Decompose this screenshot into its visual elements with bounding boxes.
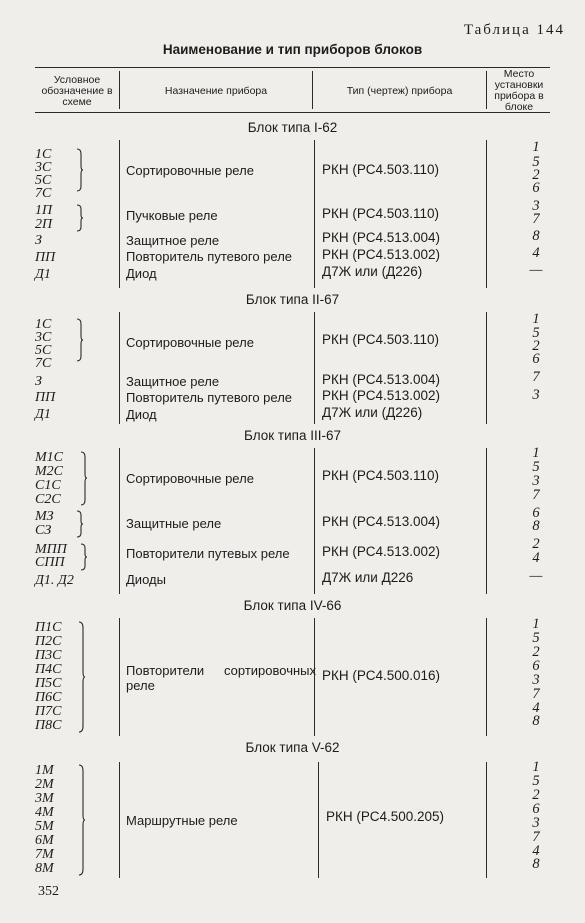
designation: С2С — [35, 492, 61, 507]
purpose-text: Защитные реле — [126, 516, 222, 531]
column-divider — [318, 762, 319, 878]
type-text: РКН (РС4.513.004) — [322, 372, 441, 387]
purpose-text: Пучковые реле — [126, 208, 218, 223]
type-text: РКН (РС4.500.205) — [326, 809, 445, 824]
place-number: 3 — [532, 672, 540, 688]
block-title: Блок типа III-67 — [244, 428, 341, 443]
group-brace — [80, 543, 87, 571]
place-number: 2 — [532, 167, 540, 183]
place-number: — — [529, 262, 543, 278]
designation: П1С — [35, 620, 62, 635]
designation: 2П — [35, 217, 53, 232]
designation: ПП — [35, 250, 56, 265]
column-divider — [314, 448, 315, 594]
column-divider — [119, 140, 120, 288]
designation: 7C — [35, 356, 52, 371]
group-brace — [76, 510, 83, 538]
place-number: 7 — [532, 686, 540, 702]
designation: СПП — [35, 555, 65, 570]
designation: М2С — [35, 464, 63, 479]
designation: Д1. Д2 — [35, 573, 74, 588]
purpose-text: Сортировочные реле — [126, 163, 254, 178]
designation: 1C — [35, 147, 52, 162]
place-number: 8 — [532, 228, 540, 244]
table-number: Таблица 144 — [463, 22, 565, 38]
designation: 7C — [35, 186, 52, 201]
designation: ПП — [35, 390, 56, 405]
purpose-text: Защитное реле — [126, 233, 220, 248]
designation: 4М — [35, 805, 54, 820]
place-number: 5 — [532, 325, 540, 341]
column-divider — [314, 140, 315, 288]
group-brace — [80, 451, 87, 506]
block-title: Блок типа V-62 — [245, 740, 340, 755]
type-text: РКН (РС4.513.002) — [322, 388, 441, 403]
place-number: 7 — [532, 211, 540, 227]
place-number: 7 — [532, 487, 540, 503]
block-title: Блок типа II-67 — [245, 292, 340, 307]
type-text: РКН (РС4.513.004) — [322, 230, 441, 245]
type-text: РКН (РС4.503.110) — [322, 162, 440, 177]
place-number: 1 — [532, 759, 540, 775]
group-brace — [78, 764, 85, 876]
column-divider — [119, 312, 120, 424]
place-number: 2 — [532, 338, 540, 354]
place-number: 2 — [532, 536, 540, 552]
designation: З — [35, 233, 42, 248]
column-divider — [119, 618, 120, 736]
place-number: 8 — [532, 856, 540, 872]
purpose-text: Маршрутные реле — [126, 813, 238, 828]
designation: 5М — [35, 819, 54, 834]
type-text: РКН (РС4.513.002) — [322, 544, 441, 559]
place-number: 6 — [532, 801, 540, 817]
designation: П3С — [35, 648, 62, 663]
place-number: 6 — [532, 505, 540, 521]
designation: П7С — [35, 704, 62, 719]
place-number: 4 — [532, 550, 540, 566]
place-number: 5 — [532, 459, 540, 475]
column-divider — [119, 762, 120, 878]
place-number: 4 — [532, 245, 540, 261]
column-divider — [314, 312, 315, 424]
type-text: Д7Ж или (Д226) — [322, 405, 423, 420]
group-brace — [78, 621, 85, 733]
page-number: 352 — [38, 884, 59, 899]
place-number: 2 — [532, 787, 540, 803]
header-place: Место установки прибора в блоке — [494, 68, 544, 113]
designation: 5C — [35, 343, 52, 358]
place-number: 2 — [532, 644, 540, 660]
place-number: 6 — [532, 658, 540, 674]
place-number: 1 — [532, 311, 540, 327]
column-divider — [486, 762, 487, 878]
designation: П6С — [35, 690, 62, 705]
header-divider — [486, 71, 487, 109]
place-number: — — [529, 568, 543, 584]
header-divider — [119, 71, 120, 109]
place-number: 8 — [532, 713, 540, 729]
place-number: 6 — [532, 351, 540, 367]
designation: 7М — [35, 847, 54, 862]
column-divider — [486, 312, 487, 424]
designation: Д1 — [35, 267, 51, 282]
purpose-text: Диод — [126, 266, 157, 281]
group-brace — [76, 204, 83, 232]
designation: 2М — [35, 777, 54, 792]
group-brace — [76, 148, 83, 192]
place-number: 7 — [532, 829, 540, 845]
type-text: РКН (РС4.503.110) — [322, 206, 440, 221]
place-number: 1 — [532, 445, 540, 461]
type-text: РКН (РС4.500.016) — [322, 668, 441, 683]
designation: 8М — [35, 861, 54, 876]
table-caption: Наименование и тип приборов блоков — [162, 42, 423, 57]
header-type: Тип (чертеж) прибора — [346, 84, 453, 97]
type-text: Д7Ж или (Д226) — [322, 264, 423, 279]
place-number: 3 — [532, 473, 540, 489]
header-purpose: Назначение прибора — [164, 84, 268, 97]
header-bottom-rule — [35, 112, 550, 113]
header-top-rule — [35, 67, 550, 68]
place-number: 4 — [532, 843, 540, 859]
designation: МЗ — [35, 509, 54, 524]
place-number: 4 — [532, 700, 540, 716]
designation: 3C — [35, 160, 52, 175]
designation: 1П — [35, 203, 53, 218]
designation: 3М — [35, 791, 54, 806]
purpose-text: Повторители сортировочных реле — [126, 663, 316, 693]
place-number: 3 — [532, 387, 540, 403]
designation: 5C — [35, 173, 52, 188]
place-number: 1 — [532, 616, 540, 632]
type-text: РКН (РС4.513.002) — [322, 247, 441, 262]
purpose-text: Диоды — [126, 572, 166, 587]
type-text: Д7Ж или Д226 — [322, 570, 414, 585]
purpose-text: Повторитель путевого реле — [126, 390, 293, 405]
column-divider — [119, 448, 120, 594]
designation: 1C — [35, 317, 52, 332]
type-text: РКН (РС4.503.110) — [322, 468, 440, 483]
designation: 1М — [35, 763, 54, 778]
designation: Д1 — [35, 407, 51, 422]
place-number: 6 — [532, 180, 540, 196]
designation: П8С — [35, 718, 62, 733]
designation: П4С — [35, 662, 62, 677]
purpose-text: Защитное реле — [126, 374, 220, 389]
designation: 6М — [35, 833, 54, 848]
designation: МПП — [35, 542, 67, 557]
place-number: 8 — [532, 518, 540, 534]
type-text: РКН (РС4.503.110) — [322, 332, 440, 347]
purpose-text: Повторитель путевого реле — [126, 249, 293, 264]
designation: П2С — [35, 634, 62, 649]
purpose-text: Диод — [126, 407, 157, 422]
designation: СЗ — [35, 523, 52, 538]
column-divider — [486, 140, 487, 288]
purpose-text: Повторители путевых реле — [126, 546, 290, 561]
place-number: 5 — [532, 154, 540, 170]
designation: П5С — [35, 676, 62, 691]
place-number: 1 — [532, 139, 540, 155]
place-number: 5 — [532, 630, 540, 646]
designation: М1С — [35, 450, 63, 465]
type-text: РКН (РС4.513.004) — [322, 514, 441, 529]
block-title: Блок типа I-62 — [247, 120, 338, 135]
designation: З — [35, 374, 42, 389]
purpose-text: Сортировочные реле — [126, 471, 254, 486]
place-number: 7 — [532, 369, 540, 385]
header-divider — [312, 71, 313, 109]
column-divider — [486, 618, 487, 736]
place-number: 3 — [532, 198, 540, 214]
block-title: Блок типа IV-66 — [243, 598, 342, 613]
group-brace — [76, 318, 83, 362]
place-number: 3 — [532, 815, 540, 831]
designation: 3C — [35, 330, 52, 345]
designation: С1С — [35, 478, 61, 493]
purpose-text: Сортировочные реле — [126, 335, 254, 350]
header-designation: Условное обозначение в схеме — [41, 73, 113, 108]
place-number: 5 — [532, 773, 540, 789]
column-divider — [486, 448, 487, 594]
